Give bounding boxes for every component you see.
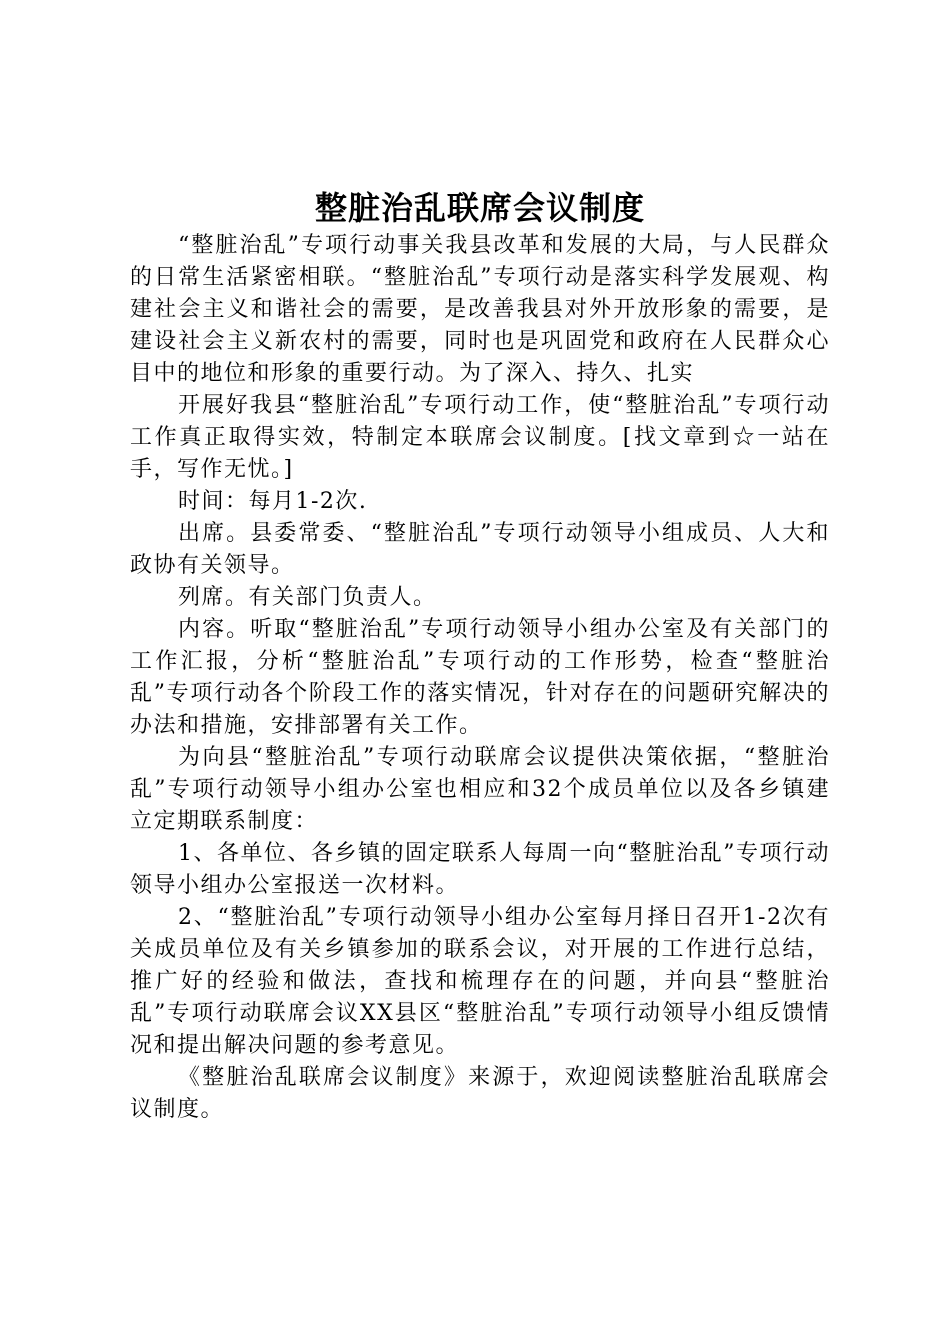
paragraph-time: 时间：每月1-2次. [178, 489, 368, 514]
document-title: 整脏治乱联席会议制度 [314, 189, 645, 227]
paragraph-observers: 列席。有关部门负责人。 [178, 585, 437, 610]
paragraph-liaison: 为向县“整脏治乱”专项行动联席会议提供决策依据，“整脏治乱”专项行动领导小组办公室也相应和32个成员单位以及各乡镇建立定期联系制度： [130, 745, 830, 834]
document-page [130, 186, 830, 1126]
paragraph-attendees: 出席。县委常委、“整脏治乱”专项行动领导小组成员、人大和政协有关领导。 [130, 521, 830, 578]
paragraph-content: 内容。听取“整脏治乱”专项行动领导小组办公室及有关部门的工作汇报，分析“整脏治乱”专项行动的工作形势，检查“整脏治乱”专项行动各个阶段工作的落实情况，针对存在的问题研究解决的办法和措施，安排部署有关工作。 [130, 617, 830, 738]
paragraph-item-1: 1、各单位、各乡镇的固定联系人每周一向“整脏治乱”专项行动领导小组办公室报送一次材料。 [130, 841, 830, 898]
paragraph-purpose: 开展好我县“整脏治乱”专项行动工作，使“整脏治乱”专项行动工作真正取得实效，特制定本联席会议制度。[找文章到☆一站在手，写作无忧。] [130, 393, 830, 482]
paragraph-intro: “整脏治乱”专项行动事关我县改革和发展的大局，与人民群众的日常生活紧密相联。“整脏治乱”专项行动是落实科学发展观、构建社会主义和谐社会的需要，是改善我县对外开放形象的需要，是建设社会主义新农村的需要，同时也是巩固党和政府在人民群众心目中的地位和形象的重要行动。为了深入、持久、扎实 [130, 233, 830, 386]
paragraph-source: 《整脏治乱联席会议制度》来源于，欢迎阅读整脏治乱联席会议制度。 [130, 1065, 830, 1122]
paragraph-item-2: 2、“整脏治乱”专项行动领导小组办公室每月择日召开1-2次有关成员单位及有关乡镇参加的联系会议，对开展的工作进行总结，推广好的经验和做法，查找和梳理存在的问题，并向县“整脏治乱”专项行动联席会议XX县区“整脏治乱”专项行动领导小组反馈情况和提出解决问题的参考意见。 [130, 905, 830, 1058]
